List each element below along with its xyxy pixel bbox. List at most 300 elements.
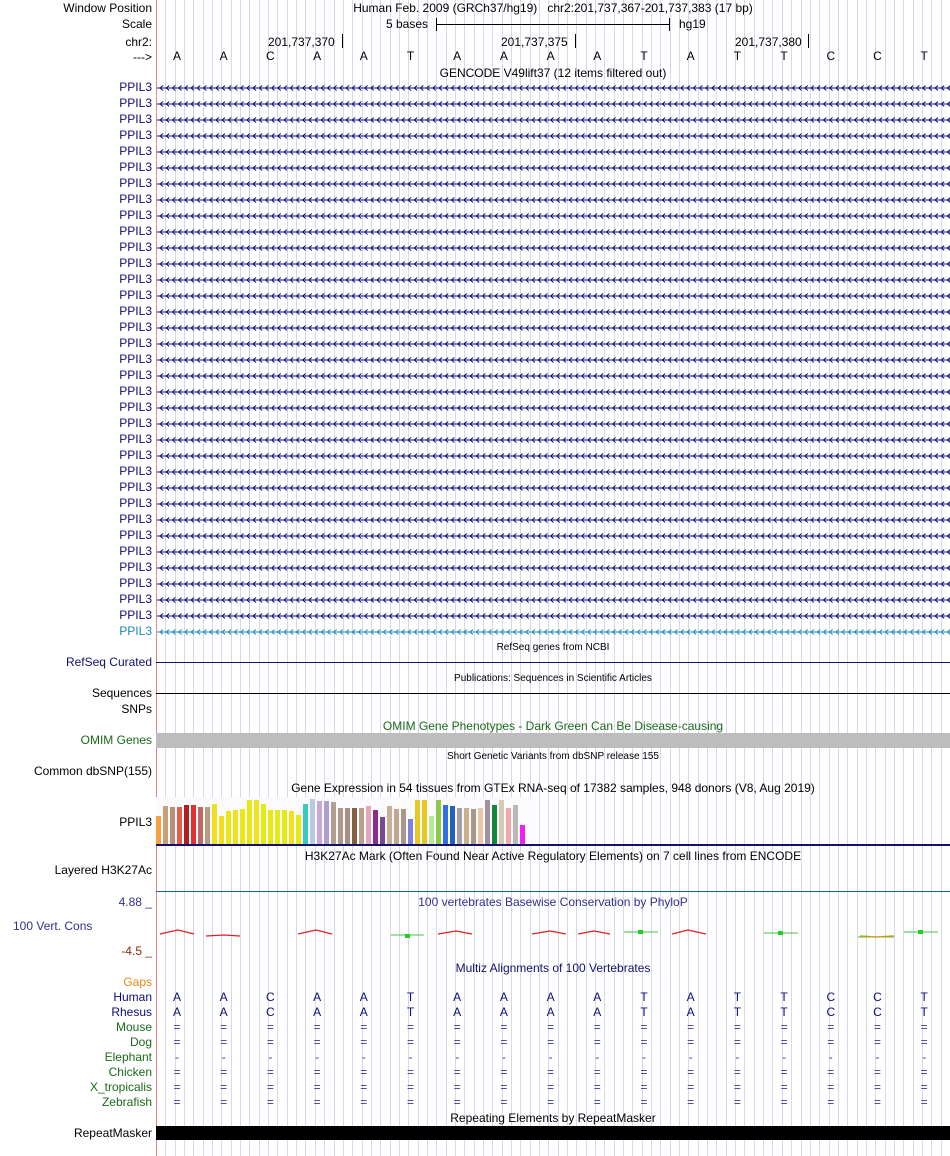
alignment-base: = xyxy=(640,1080,648,1094)
phylop-track-title[interactable]: 100 vertebrates Basewise Conservation by PhyloP xyxy=(418,895,688,909)
sequences-label[interactable]: Sequences xyxy=(91,686,152,700)
multiz-species-label[interactable]: Rhesus xyxy=(111,1005,152,1019)
transcript-row[interactable] xyxy=(157,246,950,251)
alignment-base: = xyxy=(406,1080,414,1094)
alignment-base: A xyxy=(686,990,695,1004)
assembly-name: Human Feb. 2009 (GRCh37/hg19) xyxy=(353,1,538,15)
gtex-tissue-bar[interactable] xyxy=(317,801,322,844)
alignment-base: - xyxy=(782,1050,787,1064)
transcript-row[interactable] xyxy=(157,294,950,299)
gtex-tissue-bar[interactable] xyxy=(499,800,504,844)
alignment-base: T xyxy=(406,990,415,1004)
h3k27ac-baseline xyxy=(156,891,950,892)
transcript-row[interactable] xyxy=(157,102,950,107)
transcript-row[interactable] xyxy=(157,534,950,539)
base-letter: A xyxy=(313,49,322,63)
phylop-score-mark xyxy=(638,930,643,934)
alignment-base: - xyxy=(408,1050,413,1064)
multiz-species-label[interactable]: Human xyxy=(113,990,152,1004)
transcript-row[interactable] xyxy=(157,390,950,395)
alignment-base: A xyxy=(172,1005,181,1019)
gencode-gene-label[interactable]: PPIL3 xyxy=(119,560,152,574)
gtex-tissue-bar[interactable] xyxy=(191,805,196,844)
base-letter: A xyxy=(499,49,508,63)
alignment-base: = xyxy=(406,1095,414,1109)
gtex-tissue-bar[interactable] xyxy=(331,802,336,844)
alignment-base: T xyxy=(920,1005,928,1019)
gtex-tissue-bar[interactable] xyxy=(422,800,427,844)
alignment-base: = xyxy=(780,1080,788,1094)
gencode-gene-label[interactable]: PPIL3 xyxy=(119,304,152,318)
snps-label[interactable]: SNPs xyxy=(121,702,152,716)
gencode-gene-label[interactable]: PPIL3 xyxy=(119,576,152,590)
transcript-row[interactable] xyxy=(157,134,950,139)
alignment-base: = xyxy=(360,1035,368,1049)
gencode-gene-label[interactable]: PPIL3 xyxy=(119,480,152,494)
alignment-base: - xyxy=(875,1050,880,1064)
phylop-track-label[interactable]: 100 Vert. Cons xyxy=(13,919,93,933)
dbsnp-track-title[interactable]: Short Genetic Variants from dbSNP release 155 xyxy=(447,751,659,762)
gtex-tissue-bar[interactable] xyxy=(352,808,357,844)
gencode-gene-label[interactable]: PPIL3 xyxy=(119,240,152,254)
multiz-alignment-row[interactable] xyxy=(156,1005,950,1019)
gtex-tissue-bar[interactable] xyxy=(450,806,455,844)
transcript-row[interactable] xyxy=(157,550,950,555)
multiz-alignment-row[interactable] xyxy=(156,1065,950,1079)
alignment-base: = xyxy=(827,1035,835,1049)
gtex-tissue-bar[interactable] xyxy=(205,807,210,844)
multiz-species-label[interactable]: X_tropicalis xyxy=(89,1080,152,1094)
alignment-base: = xyxy=(266,1065,274,1079)
gencode-gene-label[interactable]: PPIL3 xyxy=(119,208,152,222)
alignment-base: A xyxy=(546,1005,555,1019)
alignment-base: = xyxy=(360,1065,368,1079)
strand-label: ---> xyxy=(133,50,152,64)
transcript-row[interactable] xyxy=(157,278,950,283)
alignment-base: - xyxy=(642,1050,646,1064)
gencode-gene-label[interactable]: PPIL3 xyxy=(119,288,152,302)
gtex-tissue-bar[interactable] xyxy=(156,816,161,844)
scale-text: 5 bases xyxy=(386,17,429,31)
gtex-tissue-bar[interactable] xyxy=(457,808,462,845)
alignment-base: - xyxy=(361,1050,366,1064)
alignment-base: = xyxy=(733,1065,741,1079)
phylop-score-mark xyxy=(532,931,566,934)
alignment-base: - xyxy=(595,1050,600,1064)
phylop-graph[interactable] xyxy=(156,922,950,946)
gencode-gene-label[interactable]: PPIL3 xyxy=(119,352,152,366)
alignment-base: = xyxy=(873,1065,881,1079)
gtex-tissue-bar[interactable] xyxy=(513,805,518,844)
transcript-row[interactable] xyxy=(157,566,950,571)
alignment-base: A xyxy=(359,990,368,1004)
gtex-tissue-bar[interactable] xyxy=(373,810,378,844)
alignment-base: = xyxy=(173,1065,181,1079)
repeatmasker-track-label[interactable]: RepeatMasker xyxy=(73,1126,152,1140)
scale-db: hg19 xyxy=(679,17,706,31)
alignment-base: = xyxy=(547,1095,555,1109)
omim-track-title[interactable]: OMIM Gene Phenotypes - Dark Green Can Be Disease-causing xyxy=(382,719,724,733)
gtex-tissue-bar[interactable] xyxy=(254,800,259,844)
alignment-base: = xyxy=(313,1095,321,1109)
transcript-row[interactable] xyxy=(157,326,950,331)
gtex-tissue-bar[interactable] xyxy=(345,808,350,844)
multiz-species-label[interactable]: Zebrafish xyxy=(101,1095,152,1109)
refseq-track-label[interactable]: RefSeq Curated xyxy=(65,655,152,669)
transcript-row[interactable] xyxy=(157,614,950,619)
transcript-row[interactable] xyxy=(157,374,950,379)
alignment-base: = xyxy=(687,1080,695,1094)
base-letter: T xyxy=(780,49,788,63)
gencode-gene-label[interactable]: PPIL3 xyxy=(119,400,152,414)
gencode-gene-label[interactable]: PPIL3 xyxy=(119,320,152,334)
gaps-label[interactable]: Gaps xyxy=(123,975,152,989)
omim-track-label[interactable]: OMIM Genes xyxy=(80,733,152,747)
publications-track-title[interactable]: Publications: Sequences in Scientific Articles xyxy=(454,673,652,684)
alignment-base: = xyxy=(920,1080,928,1094)
alignment-base: = xyxy=(220,1095,228,1109)
alignment-base: A xyxy=(593,990,602,1004)
gtex-tissue-bar[interactable] xyxy=(464,808,469,845)
phylop-score-mark xyxy=(405,934,410,938)
alignment-base: T xyxy=(780,1005,788,1019)
gtex-tissue-bar[interactable] xyxy=(268,810,273,844)
transcript-row[interactable] xyxy=(157,198,950,203)
h3k27ac-track-title[interactable]: H3K27Ac Mark (Often Found Near Active Regulatory Elements) on 7 cell lines from ENCODE xyxy=(304,849,802,863)
alignment-base: C xyxy=(826,990,836,1004)
base-letter: T xyxy=(920,49,928,63)
gtex-tissue-bar[interactable] xyxy=(226,811,231,844)
gtex-tissue-bar[interactable] xyxy=(401,809,406,844)
alignment-base: = xyxy=(920,1020,928,1034)
scale-label: Scale xyxy=(121,17,152,31)
alignment-base: = xyxy=(687,1095,695,1109)
alignment-base: = xyxy=(360,1095,368,1109)
alignment-base: A xyxy=(219,990,228,1004)
transcript-row[interactable] xyxy=(157,582,950,587)
alignment-base: = xyxy=(687,1065,695,1079)
alignment-base: C xyxy=(266,990,275,1004)
alignment-base: T xyxy=(733,1005,742,1019)
alignment-base: - xyxy=(548,1050,553,1064)
gencode-gene-label[interactable]: PPIL3 xyxy=(119,256,152,270)
transcript-row[interactable] xyxy=(157,454,950,459)
gencode-gene-label[interactable]: PPIL3 xyxy=(119,464,152,478)
alignment-base: = xyxy=(827,1020,835,1034)
transcript-row[interactable] xyxy=(157,406,950,411)
gencode-gene-label[interactable]: PPIL3 xyxy=(119,80,152,94)
gtex-tissue-bar[interactable] xyxy=(198,807,203,844)
alignment-base: A xyxy=(593,1005,602,1019)
alignment-base: = xyxy=(453,1065,461,1079)
alignment-base: = xyxy=(266,1095,274,1109)
gtex-tissue-bar[interactable] xyxy=(289,811,294,844)
transcript-row[interactable] xyxy=(157,166,950,171)
phylop-score-mark xyxy=(860,936,894,937)
alignment-base: = xyxy=(593,1080,601,1094)
alignment-base: = xyxy=(780,1065,788,1079)
gtex-tissue-bar[interactable] xyxy=(520,825,525,844)
gtex-tissue-bar[interactable] xyxy=(184,805,189,844)
gencode-gene-label[interactable]: PPIL3 xyxy=(119,128,152,142)
gtex-gene-label[interactable]: PPIL3 xyxy=(119,815,152,829)
phylop-score-mark xyxy=(160,930,194,934)
gencode-gene-label[interactable]: PPIL3 xyxy=(119,624,152,638)
alignment-base: = xyxy=(453,1080,461,1094)
base-letter: A xyxy=(593,49,602,63)
alignment-base: = xyxy=(313,1065,321,1079)
gtex-tissue-bar[interactable] xyxy=(408,819,413,844)
alignment-base: = xyxy=(920,1095,928,1109)
phylop-min-label: -4.5 _ xyxy=(121,944,152,958)
alignment-base: T xyxy=(920,990,928,1004)
alignment-base: A xyxy=(546,990,555,1004)
gencode-gene-label[interactable]: PPIL3 xyxy=(119,192,152,206)
base-letter: C xyxy=(826,49,836,63)
alignment-base: - xyxy=(501,1050,506,1064)
sequences-line xyxy=(156,693,950,694)
gencode-gene-label[interactable]: PPIL3 xyxy=(119,368,152,382)
alignment-base: = xyxy=(313,1035,321,1049)
gtex-tissue-bar[interactable] xyxy=(415,800,420,844)
multiz-alignment-row[interactable] xyxy=(156,1050,950,1064)
gtex-tissue-bar[interactable] xyxy=(492,805,497,844)
gtex-tissue-bar[interactable] xyxy=(338,808,343,844)
transcript-row[interactable] xyxy=(157,438,950,443)
transcript-row[interactable] xyxy=(157,86,950,91)
alignment-base: A xyxy=(686,1005,695,1019)
gtex-tissue-bar[interactable] xyxy=(275,810,280,844)
alignment-base: = xyxy=(780,1035,788,1049)
gtex-tissue-bar[interactable] xyxy=(240,809,245,844)
gtex-tissue-bar[interactable] xyxy=(485,800,490,844)
multiz-species-label[interactable]: Elephant xyxy=(104,1050,152,1064)
alignment-base: = xyxy=(873,1095,881,1109)
gtex-tissue-bar[interactable] xyxy=(478,808,483,844)
alignment-base: A xyxy=(499,1005,508,1019)
alignment-base: A xyxy=(172,990,181,1004)
gtex-track-title[interactable]: Gene Expression in 54 tissues from GTEx RNA-seq of 17382 samples, 948 donors (V8, Aug 2019) xyxy=(291,781,815,795)
alignment-base: = xyxy=(406,1020,414,1034)
ruler-tick-label-1: 201,737,370 xyxy=(268,35,335,49)
gtex-tissue-bar[interactable] xyxy=(219,816,224,844)
transcript-row[interactable] xyxy=(157,150,950,155)
gtex-tissue-bar[interactable] xyxy=(296,815,301,844)
repeatmasker-element[interactable] xyxy=(156,1126,950,1140)
alignment-base: = xyxy=(733,1035,741,1049)
gtex-tissue-bar[interactable] xyxy=(506,808,511,844)
gtex-tissue-bar[interactable] xyxy=(443,805,448,844)
gencode-gene-label[interactable]: PPIL3 xyxy=(119,336,152,350)
transcript-row[interactable] xyxy=(157,518,950,523)
transcript-row[interactable] xyxy=(157,230,950,235)
transcript-row[interactable] xyxy=(157,182,950,187)
alignment-base: = xyxy=(313,1080,321,1094)
base-letter: A xyxy=(453,49,462,63)
gtex-tissue-bar[interactable] xyxy=(233,810,238,844)
gencode-gene-label[interactable]: PPIL3 xyxy=(119,432,152,446)
gtex-tissue-bar[interactable] xyxy=(282,810,287,844)
alignment-base: A xyxy=(453,990,462,1004)
alignment-base: = xyxy=(547,1080,555,1094)
gencode-gene-label[interactable]: PPIL3 xyxy=(119,608,152,622)
refseq-track-title[interactable]: RefSeq genes from NCBI xyxy=(496,642,610,653)
gtex-tissue-bar[interactable] xyxy=(303,804,308,845)
alignment-base: C xyxy=(266,1005,275,1019)
alignment-base: = xyxy=(220,1020,228,1034)
multiz-alignment-row[interactable] xyxy=(156,990,950,1004)
base-letter: T xyxy=(640,49,648,63)
alignment-base: = xyxy=(920,1035,928,1049)
gtex-tissue-bar[interactable] xyxy=(436,800,441,844)
base-letter: A xyxy=(546,49,555,63)
gencode-gene-label[interactable]: PPIL3 xyxy=(119,176,152,190)
phylop-max-label: 4.88 _ xyxy=(118,895,152,909)
transcript-row[interactable] xyxy=(157,470,950,475)
alignment-base: A xyxy=(313,990,322,1004)
dbsnp-track-label[interactable]: Common dbSNP(155) xyxy=(33,764,152,778)
alignment-base: = xyxy=(173,1020,181,1034)
phylop-score-mark xyxy=(206,935,240,936)
phylop-score-mark xyxy=(918,930,923,934)
transcript-row[interactable] xyxy=(157,342,950,347)
transcript-row[interactable] xyxy=(157,310,950,315)
alignment-base: = xyxy=(500,1095,508,1109)
transcript-row[interactable] xyxy=(157,630,950,635)
base-letter: A xyxy=(359,49,368,63)
gtex-tissue-bar[interactable] xyxy=(394,809,399,844)
alignment-base: = xyxy=(453,1020,461,1034)
gencode-gene-label[interactable]: PPIL3 xyxy=(119,96,152,110)
transcript-row[interactable] xyxy=(157,502,950,507)
gtex-tissue-bar[interactable] xyxy=(170,807,175,844)
transcript-row[interactable] xyxy=(157,214,950,219)
alignment-base: = xyxy=(733,1095,741,1109)
alignment-base: = xyxy=(687,1035,695,1049)
gencode-gene-label[interactable]: PPIL3 xyxy=(119,528,152,542)
alignment-base: - xyxy=(922,1050,927,1064)
gencode-gene-label[interactable]: PPIL3 xyxy=(119,592,152,606)
gtex-tissue-bar[interactable] xyxy=(163,806,168,844)
alignment-base: = xyxy=(500,1065,508,1079)
gtex-tissue-bar[interactable] xyxy=(310,799,315,844)
phylop-score-mark xyxy=(438,931,472,934)
gtex-tissue-bar[interactable] xyxy=(429,816,434,844)
transcript-row[interactable] xyxy=(157,118,950,123)
gtex-tissue-bar[interactable] xyxy=(247,800,252,844)
ruler-tick-label-3: 201,737,380 xyxy=(735,35,802,49)
gtex-tissue-bar[interactable] xyxy=(324,801,329,844)
base-letter: T xyxy=(733,49,742,63)
alignment-base: A xyxy=(499,990,508,1004)
alignment-base: T xyxy=(640,1005,648,1019)
gencode-gene-label[interactable]: PPIL3 xyxy=(119,544,152,558)
multiz-species-label[interactable]: Mouse xyxy=(115,1020,152,1034)
repeatmasker-track-title[interactable]: Repeating Elements by RepeatMasker xyxy=(450,1111,656,1125)
alignment-base: = xyxy=(500,1020,508,1034)
gtex-tissue-bar[interactable] xyxy=(471,809,476,844)
gtex-tissue-bar[interactable] xyxy=(261,804,266,844)
alignment-base: = xyxy=(173,1095,181,1109)
alignment-base: = xyxy=(920,1065,928,1079)
gtex-tissue-bar[interactable] xyxy=(177,807,182,844)
h3k27ac-track-label[interactable]: Layered H3K27Ac xyxy=(54,863,152,877)
gencode-gene-label[interactable]: PPIL3 xyxy=(119,112,152,126)
gencode-track-title[interactable]: GENCODE V49lift37 (12 items filtered out) xyxy=(439,66,667,80)
transcript-row[interactable] xyxy=(157,358,950,363)
transcript-row[interactable] xyxy=(157,422,950,427)
multiz-alignment-row[interactable] xyxy=(156,1020,950,1034)
base-letter: T xyxy=(406,49,415,63)
gencode-gene-label[interactable]: PPIL3 xyxy=(119,272,152,286)
alignment-base: = xyxy=(593,1095,601,1109)
gencode-gene-label[interactable]: PPIL3 xyxy=(119,144,152,158)
gencode-gene-label[interactable]: PPIL3 xyxy=(119,384,152,398)
gencode-gene-label[interactable]: PPIL3 xyxy=(119,416,152,430)
gencode-gene-label[interactable]: PPIL3 xyxy=(119,160,152,174)
position-range: chr2:201,737,367-201,737,383 (17 bp) xyxy=(547,1,753,15)
alignment-base: = xyxy=(266,1035,274,1049)
phylop-score-mark xyxy=(778,931,783,935)
gtex-expression-bars[interactable] xyxy=(156,797,536,844)
transcript-row[interactable] xyxy=(157,486,950,491)
gtex-tissue-bar[interactable] xyxy=(359,808,364,844)
multiz-species-label[interactable]: Dog xyxy=(129,1035,152,1049)
alignment-base: = xyxy=(640,1095,648,1109)
multiz-alignment-row[interactable] xyxy=(156,1080,950,1094)
alignment-base: = xyxy=(640,1065,648,1079)
transcript-row[interactable] xyxy=(157,262,950,267)
alignment-base: = xyxy=(220,1080,228,1094)
multiz-alignment-row[interactable] xyxy=(156,1035,950,1049)
gencode-gene-label[interactable]: PPIL3 xyxy=(119,448,152,462)
alignment-base: = xyxy=(873,1080,881,1094)
alignment-base: = xyxy=(313,1020,321,1034)
alignment-base: = xyxy=(827,1080,835,1094)
alignment-base: = xyxy=(173,1080,181,1094)
alignment-base: = xyxy=(453,1035,461,1049)
gtex-baseline xyxy=(156,844,950,846)
alignment-base: T xyxy=(733,990,742,1004)
multiz-track-title[interactable]: Multiz Alignments of 100 Vertebrates xyxy=(455,961,651,975)
alignment-base: = xyxy=(266,1080,274,1094)
gtex-tissue-bar[interactable] xyxy=(387,806,392,844)
alignment-base: = xyxy=(780,1020,788,1034)
alignment-base: = xyxy=(873,1020,881,1034)
alignment-base: = xyxy=(640,1035,648,1049)
alignment-base: T xyxy=(780,990,788,1004)
gencode-gene-label[interactable]: PPIL3 xyxy=(119,224,152,238)
phylop-score-mark xyxy=(298,930,332,934)
transcript-row[interactable] xyxy=(157,598,950,603)
alignment-base: = xyxy=(640,1020,648,1034)
omim-gene-bar[interactable] xyxy=(156,733,950,748)
multiz-alignment-row[interactable] xyxy=(156,1095,950,1109)
alignment-base: = xyxy=(593,1065,601,1079)
gtex-tissue-bar[interactable] xyxy=(212,804,217,844)
gencode-gene-label[interactable]: PPIL3 xyxy=(119,512,152,526)
alignment-base: A xyxy=(359,1005,368,1019)
gencode-gene-label[interactable]: PPIL3 xyxy=(119,496,152,510)
alignment-base: = xyxy=(500,1080,508,1094)
alignment-base: = xyxy=(547,1020,555,1034)
multiz-species-label[interactable]: Chicken xyxy=(108,1065,152,1079)
alignment-base: A xyxy=(313,1005,322,1019)
gtex-tissue-bar[interactable] xyxy=(366,806,371,844)
alignment-base: - xyxy=(221,1050,226,1064)
gtex-tissue-bar[interactable] xyxy=(380,817,385,844)
alignment-base: T xyxy=(406,1005,415,1019)
